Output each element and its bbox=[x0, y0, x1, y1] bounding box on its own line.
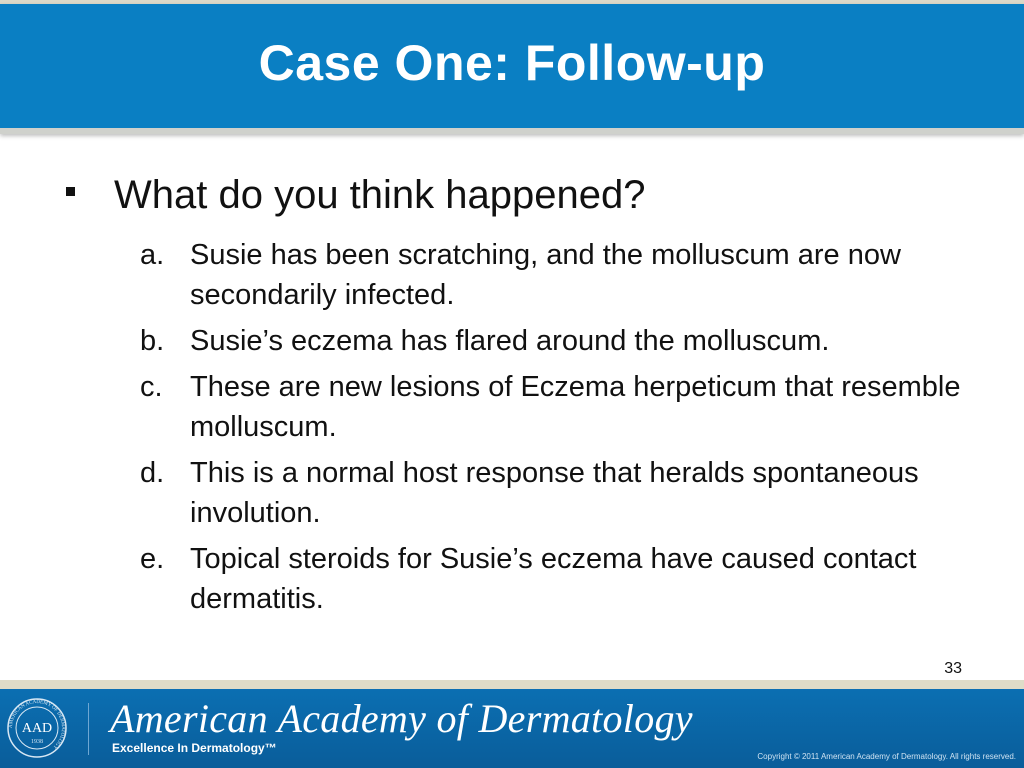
option-letter: e. bbox=[140, 543, 165, 575]
option-letter: a. bbox=[140, 239, 165, 271]
page-number: 33 bbox=[944, 660, 962, 677]
footer-band bbox=[0, 680, 1024, 689]
copyright-notice: Copyright © 2011 American Academy of Dermatology. All rights reserved. bbox=[757, 752, 1016, 761]
option-d bbox=[140, 453, 970, 533]
answer-options-list bbox=[140, 235, 970, 625]
option-text: These are new lesions of Eczema herpeticum that resemble molluscum. bbox=[190, 371, 961, 443]
option-letter: b. bbox=[140, 325, 165, 357]
svg-text:1938: 1938 bbox=[31, 739, 43, 745]
option-e bbox=[140, 539, 970, 619]
option-text: This is a normal host response that heralds spontaneous involution. bbox=[190, 457, 919, 529]
organization-tagline: Excellence In Dermatology™ bbox=[112, 741, 277, 755]
option-letter: d. bbox=[140, 457, 165, 489]
option-c bbox=[140, 367, 970, 447]
organization-name: American Academy of Dermatology bbox=[110, 696, 693, 741]
option-text: Susie has been scratching, and the molluscum are now secondarily infected. bbox=[190, 239, 901, 311]
title-bar bbox=[0, 4, 1024, 134]
option-letter: c. bbox=[140, 371, 163, 403]
svg-text:AMERICAN ACADEMY OF DERMATOLOG: AMERICAN ACADEMY OF DERMATOLOGY bbox=[8, 699, 66, 750]
footer-divider bbox=[88, 703, 89, 755]
svg-text:AAD: AAD bbox=[21, 721, 53, 736]
option-a bbox=[140, 235, 970, 315]
question-text: What do you think happened? bbox=[114, 173, 646, 217]
option-b bbox=[140, 321, 970, 361]
square-bullet-icon bbox=[66, 187, 75, 196]
footer-bar bbox=[0, 689, 1024, 768]
slide-title: Case One: Follow-up bbox=[258, 35, 766, 91]
aad-seal-logo bbox=[6, 697, 68, 759]
option-text: Susie’s eczema has flared around the molluscum. bbox=[190, 325, 830, 357]
option-text: Topical steroids for Susie’s eczema have caused contact dermatitis. bbox=[190, 543, 917, 615]
